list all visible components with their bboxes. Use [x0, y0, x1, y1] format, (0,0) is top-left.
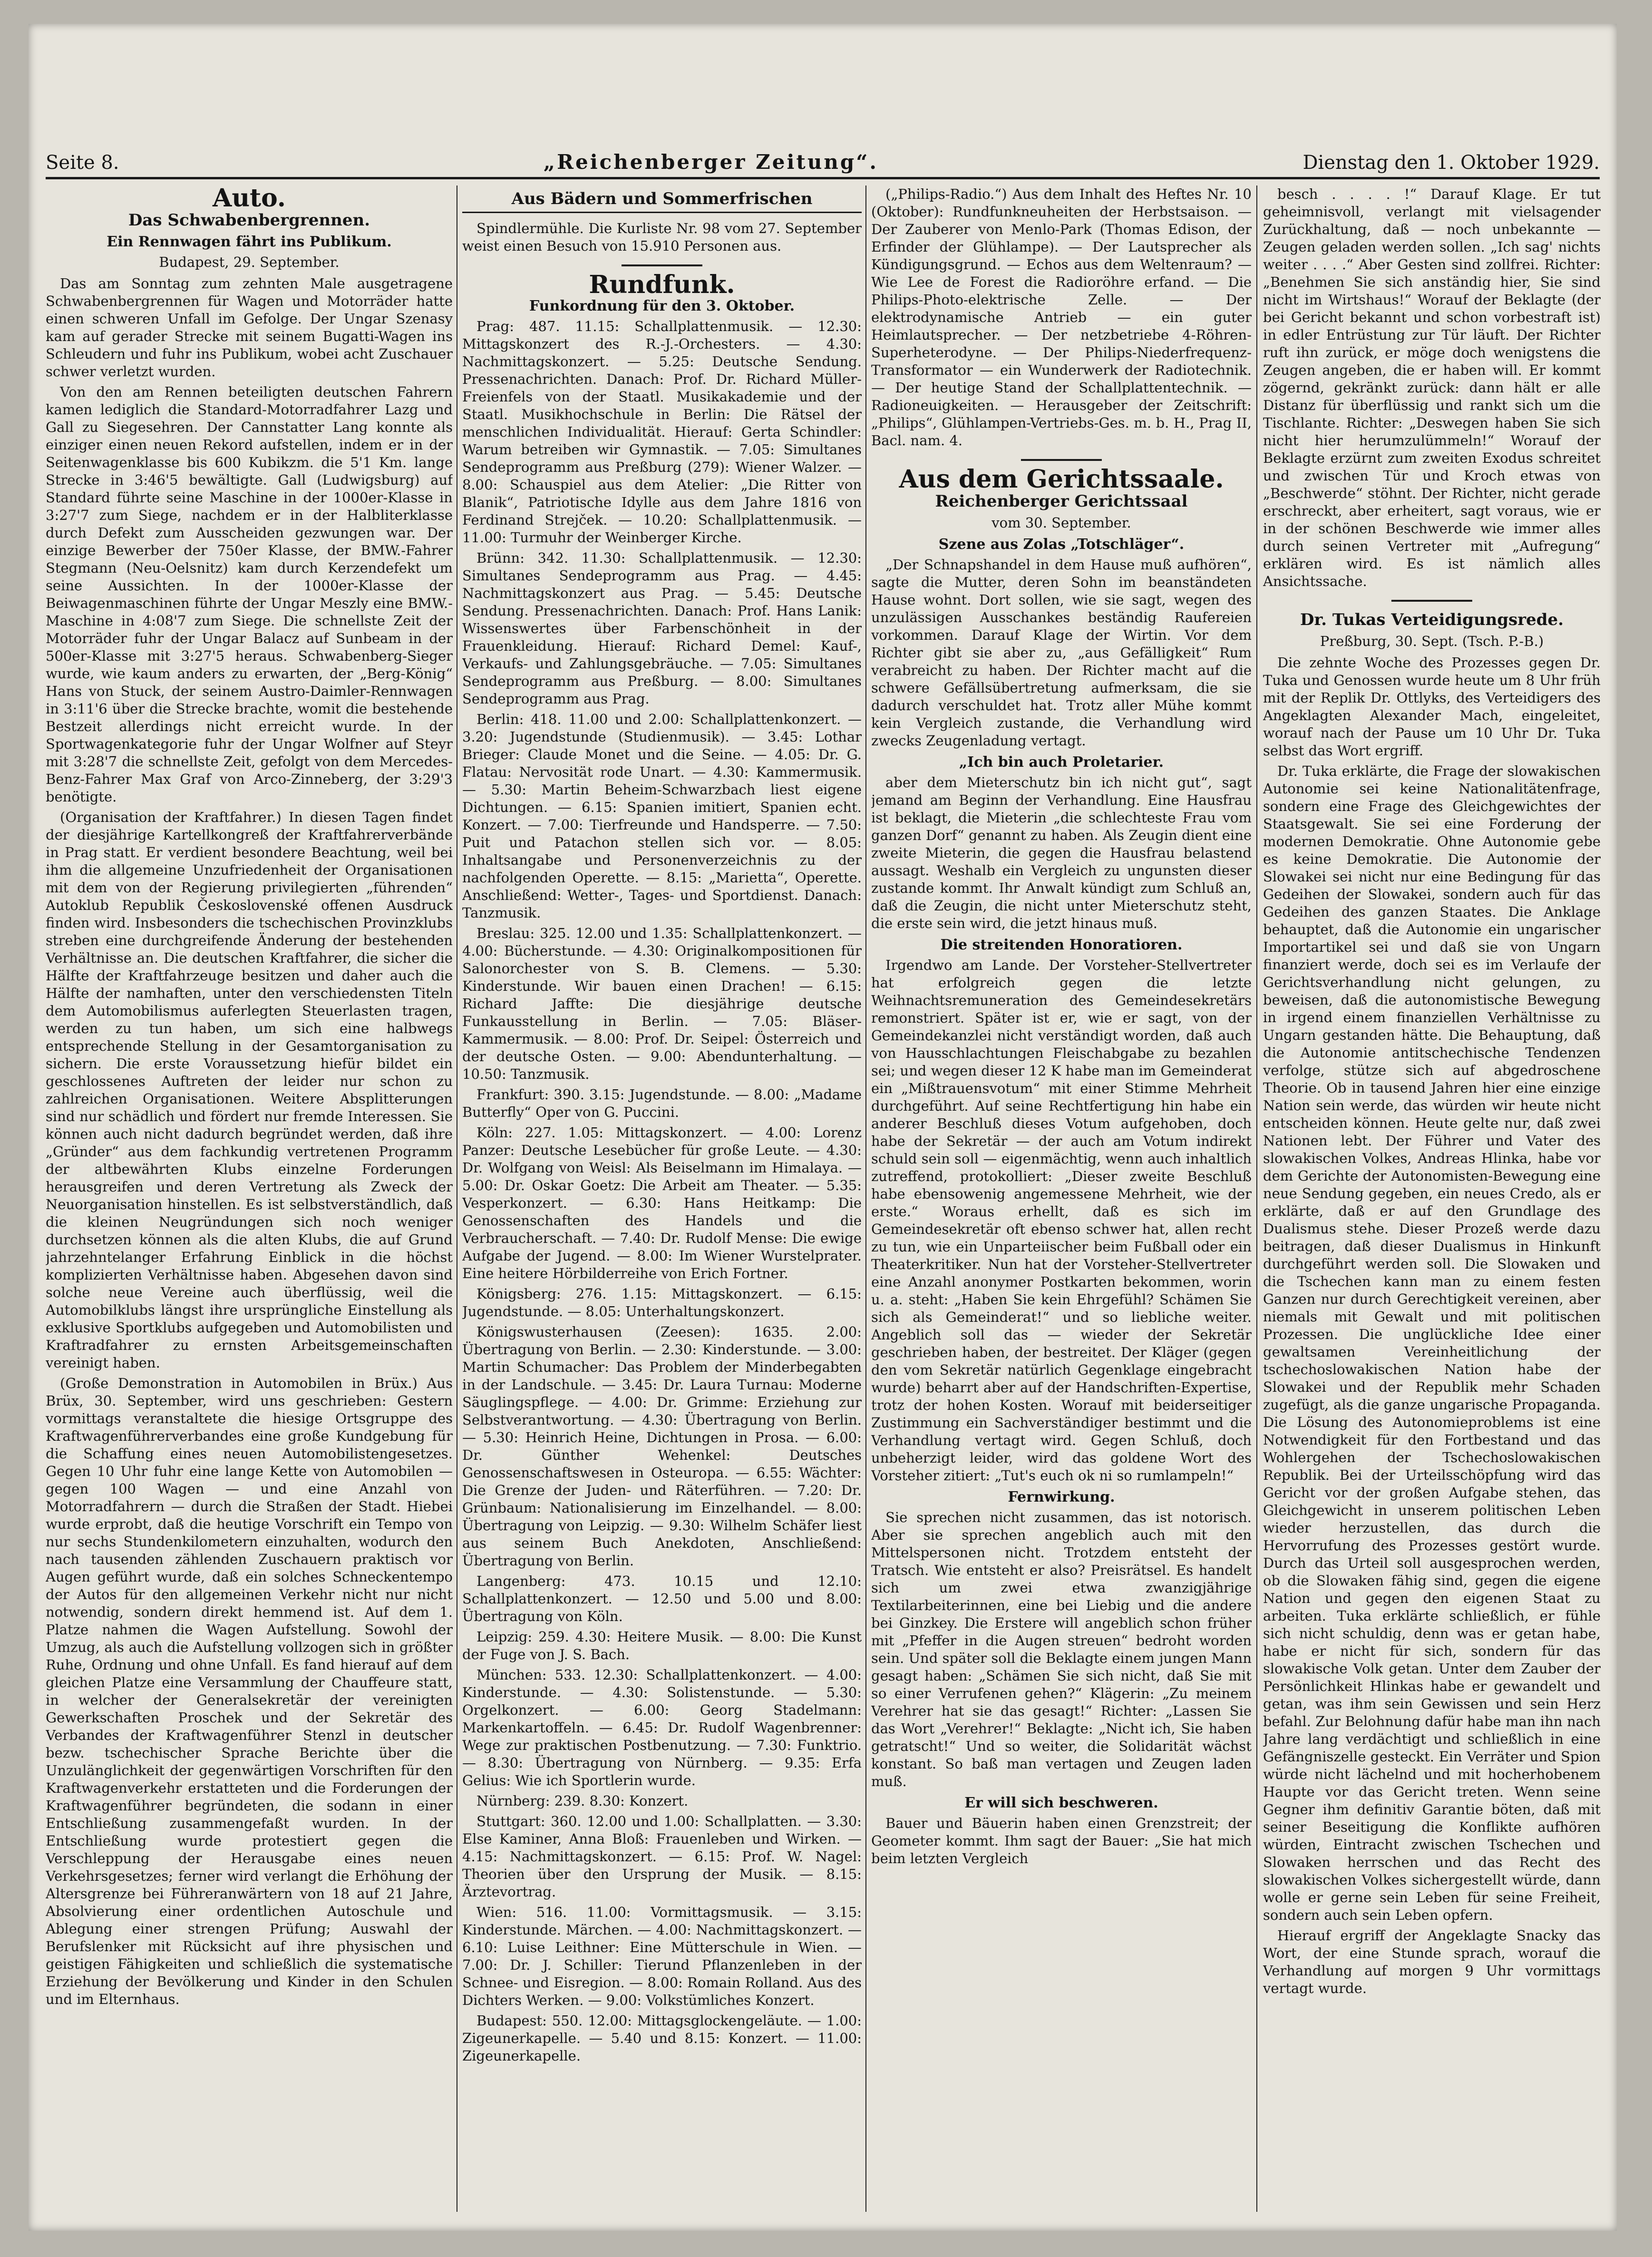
station-listing-berlin: Berlin: 418. 11.00 und 2.00: Schallplattenkonzert. — 3.20: Jugendstunde (Studienmusik). — 3.45: Lothar Brieger: Claude Monet und die Seine. — 4.05: Dr. G. Flatau: Nervosität rode Unart. — 4.30: Kammermusik. — 5.30: Martin Beheim-Schwarzbach liest eigene Dichtungen. — 6.15: Spanien imitiert, Spanien echt. Konzert. — 7.00: Tierfreunde und Handsperre. — 7.50: Puit und Patachon stellen sich vor. — 8.05: Inhaltsangabe und Personenverzeichnis zu der nachfolgenden Operette. — 8.15: „Marietta“, Operette. Anschließend: Wetter-, Tages- und Sportdienst. Danach: Tanzmusik.	[462, 711, 862, 921]
paragraph: („Philips-Radio.“) Aus dem Inhalt des Heftes Nr. 10 (Oktober): Rundfunkneuheiten der Herbstsaison. — Der Zauberer von Menlo-Park (Thomas Edison, der Erfinder der Glühlampe). — Der Lautsprecher als Kündigungsgrund. — Echos aus dem Weltenraum? — Wie Lee de Forest die Radioröhre erfand. — Die Philips-Photo-elektrische Zelle. — Der elektrodynamische Antrieb — ein guter Heimlautsprecher. — Der netzbetriebe 4-Röhren-Superheterodyne. — Der Philips-Niederfrequenz-Transformator — ein Wunderwerk der Radiotechnik. — Der heutige Stand der Schallplattentechnik. — Radioneuigkeiten. — Herausgeber der Zeitschrift: „Philips“, Glühlampen-Vertriebs-Ges. m. b. H., Prag II, Bacl. nam. 4.	[871, 186, 1252, 449]
dateline: vom 30. September.	[991, 515, 1131, 531]
case-title: Er will sich beschweren.	[964, 1795, 1158, 1811]
column-divider	[865, 186, 866, 2212]
section-title-spas: Aus Bädern und Sommerfrischen	[511, 189, 813, 208]
paragraph: (Organisation der Kraftfahrer.) In diesen Tagen findet der diesjährige Kartellkongreß der Kraftfahrerverbände in Prag statt. Er verdient besondere Beachtung, weil bei ihm die allgemeine Unzufriedenheit der Organisationen mit dem von der Regierung privilegierten „führenden“ Autoklub Republik Československé offenen Ausdruck finden wird. Insbesonders die tschechischen Provinzklubs streben eine durchgreifende Änderung der bestehenden Verhältnisse an. Die deutschen Kraftfahrer, die sicher die Hälfte der Kraftfahrzeuge besitzen und daher auch die Hälfte der namhaften, unter den verschiedensten Titeln dem Automobilismus auferlegten Steuerlasten tragen, werden zu tun haben, um sich eine halbwegs entsprechende Stellung in der Gesamtorganisation zu sichern. Die erste Voraussetzung hiefür bildet ein geschlossenes Auftreten der leider nur schon zu zahlreichen Organisationen. Weitere Absplitterungen sind nur schädlich und fördert nur fremde Interessen. Sie können auch nicht dadurch begründet werden, daß ihre „Gründer“ aus dem fachkundig vertretenen Programm der altbewährten Klubs einzelne Forderungen herausgreifen und deren Vertretung als Zweck der Neuorganisation hinstellen. Es ist selbstverständlich, daß die kleinen Neugründungen sich noch weniger durchsetzen können als die alten Klubs, die auf Grund jahrzehntelanger Erfahrung Einblick in die höchst komplizierten Verhältnisse haben. Abgesehen davon sind solche neue Vereine auch überflüssig, weil die Automobilklubs längst ihre ursprüngliche Einstellung als exklusive Sportklubs aufgegeben und Automobilisten und Kraftradfahrer zu ernsten Arbeitsgemeinschaften vereinigt haben.	[46, 809, 453, 1371]
paragraph: (Große Demonstration in Automobilen in Brüx.) Aus Brüx, 30. September, wird uns geschrieben: Gestern vormittags veranstaltete die hiesige Ortsgruppe des Kraftwagenführerverbandes eine große Kundgebung für die Schaffung eines neuen Automobilistengesetzes. Gegen 10 Uhr fuhr eine lange Kette von Automobilen — gegen 100 Wagen — und eine Anzahl von Motorradfahrern — durch die Straßen der Stadt. Hiebei wurde erprobt, daß die heutige Vorschrift ein Tempo von nur sechs Stundenkilometern einzuhalten, wodurch den nach tausenden zählenden Zuschauern praktisch vor Augen geführt wurde, daß ein solches Schneckentempo der Autos für den allgemeinen Verkehr nicht nur nicht notwendig, sondern direkt hemmend ist. Auf dem 1. Platze nahmen die Wagen Aufstellung. Sowohl der Umzug, als auch die Aufstellung vollzogen sich in größter Ruhe, Ordnung und ohne Unfall. Es fand hierauf auf dem gleichen Platze eine Versammlung der Chauffeure statt, in welcher der Generalsekretär der vereinigten Gewerkschaften Proschek und der Sekretär des Verbandes der Kraftwagenführer Stenzl in deutscher bezw. tschechischer Sprache Berichte über die Unzulänglichkeit der gegenwärtigen Vorschriften für den Kraftwagenverkehr erstatteten und die Forderungen der Kraftwagenführer begründeten, die sodann in einer Entschließung zusammengefaßt wurden. In der Entschließung wurde protestiert gegen die Verschleppung der Herausgabe eines neuen Verkehrsgesetzes; ferner wird verlangt die Erhöhung der Altersgrenze bei Führeranwärtern von 18 auf 21 Jahre, Absolvierung einer ordentlichen Autoschule und Ablegung einer strengen Prüfung; Auswahl der Berufslenker mit Rücksicht auf ihre physischen und geistigen Fähigkeiten und schließlich die systematische Erziehung der Bevölkerung und Kinder in den Schulen und im Elternhaus.	[46, 1375, 453, 2007]
paragraph: Bauer und Bäuerin haben einen Grenzstreit; der Geometer kommt. Ihm sagt der Bauer: „Sie hat mich beim letzten Vergleich	[871, 1815, 1252, 1866]
station-listing-frankfurt: Frankfurt: 390. 3.15: Jugendstunde. — 8.00: „Madame Butterfly“ Oper von G. Puccini.	[462, 1086, 862, 1120]
header-rule	[46, 177, 1600, 179]
paragraph: Die zehnte Woche des Prozesses gegen Dr. Tuka und Genossen wurde heute um 8 Uhr früh mit der Replik Dr. Ottlyks, des Verteidigers des Angeklagten Alexander Mach, eingeleitet, worauf nach der Pause um 10 Uhr Dr. Tuka selbst das Wort ergriff.	[1263, 655, 1601, 759]
article-headline: Das Schwabenbergrennen.	[128, 211, 370, 230]
separator-rule	[1021, 459, 1102, 461]
station-listing-langenberg: Langenberg: 473. 10.15 und 12.10: Schallplattenkonzert. — 12.50 und 5.00 und 8.00: Übertragung von Köln.	[462, 1573, 862, 1624]
paragraph: Sie sprechen nicht zusammen, das ist notorisch. Aber sie sprechen angeblich auch mit den Mittelspersonen nicht. Trotzdem entsteht der Tratsch. Wie entsteht er also? Preisrätsel. Es handelt sich um zwei etwa zwanzigjährige Textilarbeiterinnen, eine bei Liebig und die andere bei Ginzkey. Die Erstere will angeblich schon früher mit „Pfeffer in die Augen streuen“ bedroht worden sein. Und später soll die Beklagte einem jungen Mann gesagt haben: „Schämen Sie sich nicht, daß Sie mit so einer Verrufenen gehen?“ Klägerin: „Zu meinem Verehrer hat sie das gesagt!“ Richter: „Lassen Sie das Wort „Verehrer!“ Beklagte: „Nicht ich, Sie haben getratscht!“ Und so weiter, die Solidarität wächst konstant. So baß man vertagen und Zeugen laden muß.	[871, 1509, 1252, 1789]
paragraph: Dr. Tuka erklärte, die Frage der slowakischen Autonomie sei keine Nationalitätenfrage, sondern eine Frage des Gleichgewichtes der Staatsgewalt. Sie sei eine Forderung der modernen Demokratie. Ohne Autonomie gebe es keine Demokratie. Die Autonomie der Slowakei sei nicht nur eine Bedingung für das Gedeihen der Slowakei, sondern auch für das Gedeihen des ganzen Staates. Die Anklage behauptet, daß die Autonomie ein ungarischer Importartikel sei und daß sie von Ungarn finanziert werde, doch sei es im Verlaufe der Gerichtsverhandlung nicht gelungen, zu beweisen, daß die autonomistische Bewegung in irgend einem finanziellen Verhältnisse zu Ungarn gestanden hätte. Die Behauptung, daß die Autonomie antitschechische Tendenzen verfolge, stütze sich auf abgedroschene Theorie. Ob in tausend Jahren hier eine einzige Nation sein werde, das würden wir heute nicht entscheiden können. Heute gelte nur, daß zwei Nationen lebt. Der Führer und Vater des slowakischen Volkes, Andreas Hlinka, habe vor dem Gerichte der Autonomisten-Bewegung eine neue Sendung gegeben, ein neues Credo, als er erklärte, daß er auf den Grundlage des Dualismus stehe. Dieser Prozeß werde dazu beitragen, daß dieser Dualismus in Hinkunft durchgeführt werden soll. Die Slowaken und die Tschechen kann man zu einem festen Ganzen nur durch Gerechtigkeit vereinen, aber niemals mit Gewalt und mit politischen Prozessen. Die unglückliche Idee einer gewaltsamen Vereinheitlichung der tschechoslowakischen Nation habe der Slowakei und der Republik mehr Schaden zugefügt, als die ganze ungarische Propaganda. Die Lösung des Autonomieproblems ist eine Notwendigkeit für den Fortbestand und das Wohlergehen der Tschechoslowakischen Republik. Bei der Urteilsschöpfung wird das Gericht vor der großen Aufgabe stehen, das Gleichgewicht in unserem politischen Leben wieder herzustellen, das durch die Hervorrufung des Prozesses gestört wurde. Durch das Urteil soll ausgesprochen werden, ob die Slowaken fähig sind, gegen die eigene Nation und gegen den eigenen Staat zu arbeiten. Tuka erklärte schließlich, er fühle sich nicht schuldig, denn was er getan habe, habe er nicht für sich, sondern für das slowakische Volk getan. Unter dem Zauber der Persönlichkeit Hlinkas habe er gewandelt und getan, was ihm sein Gewissen und sein Herz befahl. Zur Belohnung dafür habe man ihn nach Jahre lang verdächtigt und schließlich in eine Gefängniszelle gesteckt. Ein Verräter und Spion würde nicht lächelnd und mit hocherhobenem Haupte vor das Gericht treten. Wenn seine Gegner ihm definitiv Garantie böten, daß mit seiner Beseitigung die Konflikte aufhören würden, Eintracht zwischen Tschechen und Slowaken herrschen und das Recht des slowakischen Volkes sichergestellt würde, dann wolle er gerne sein Leben für seine Freiheit, sondern auch sein Leben opfern.	[1263, 763, 1601, 1923]
station-listing-budapest: Budapest: 550. 12.00: Mittagsglockengeläute. — 1.00: Zigeunerkapelle. — 5.40 und 8.15: Konzert. — 11.00: Zigeunerkapelle.	[462, 2013, 862, 2064]
section-title-radio: Rundfunk.	[589, 270, 735, 299]
station-listing-stuttgart: Stuttgart: 360. 12.00 und 1.00: Schallplatten. — 3.30: Else Kaminer, Anna Bloß: Frauenleben und Wirken. — 4.15: Nachmittagskonzert. — 6.15: Prof. W. Nagel: Theorien über den Ursprung der Musik. — 8.15: Ärztevortrag.	[462, 1813, 862, 1900]
column-3	[871, 186, 1252, 2212]
newspaper-title: „Reichenberger Zeitung“.	[543, 150, 879, 174]
newspaper-page	[29, 24, 1617, 2231]
section-title-auto: Auto.	[212, 186, 286, 213]
column-4	[1263, 186, 1601, 2212]
case-title: Szene aus Zolas „Totschläger“.	[938, 536, 1185, 553]
section-rule	[462, 212, 862, 213]
station-listing-leipzig: Leipzig: 259. 4.30: Heitere Musik. — 8.00: Die Kunst der Fuge von J. S. Bach.	[462, 1629, 862, 1662]
column-1	[46, 186, 453, 2212]
paragraph: besch . . . . !“ Darauf Klage. Er tut geheimnisvoll, verlangt mit vielsagender Zurückhaltung, daß — noch unbekannte — Zeugen geladen werden sollen. „Ich sag' nichts weiter . . . .“ Aber Gesten sind zollfrei. Richter: „Benehmen Sie sich anständig hier, Sie sind nicht im Wirtshaus!“ Worauf der Beklagte (der bei Gericht bekannt und schon vorbestraft ist) in edler Entrüstung zur Tür läuft. Der Richter ruft ihn zurück, er möge doch wenigstens die Zeugen angeben, die er haben will. Er kommt zögernd, gekränkt zurück: dann hält er alle Distanz für überflüssig und rankt sich um die Tischlante. Richter: „Deswegen haben Sie sich nicht hier herumzulümmeln!“ Worauf der Beklagte erzürnt zum zweiten Exodus schreitet und zwischen Tür und Kroch etwas von „Beschwerde“ stöhnt. Der Richter, nicht gerade erschreckt, aber erheitert, sagt voraus, wie er in der schönen Beschwerde wie immer alles durch seinen Vertreter mit „Aufregung“ erklären wird. Es ist nämlich alles Ansichtssache.	[1263, 186, 1601, 589]
station-listing-nuernberg: Nürnberg: 239. 8.30: Konzert.	[476, 1793, 689, 1809]
paragraph: aber dem Mieterschutz bin ich nicht gut“, sagt jemand am Beginn der Verhandlung. Eine Hausfrau ist beklagt, die Mieterin „die schlechteste Frau vom ganzen Dorf“ genannt zu haben. Als Zeugin dient eine zweite Mieterin, die gegen die Hausfrau belastend aussagt. Weshalb ein Vergleich zu ungunsten dieser zustande kommt. Ihr Anwalt kündigt zum Schluß an, daß die Zeugin, die nicht unter Mieterschutz steht, die erste sein wird, die jetzt hinaus muß.	[871, 774, 1252, 931]
case-title: „Ich bin auch Proletarier.	[959, 754, 1164, 771]
paragraph: Irgendwo am Lande. Der Vorsteher-Stellvertreter hat erfolgreich gegen die letzte Weihnachtsremuneration des Gemeindesekretärs remonstriert. Später ist er, wie er sagt, von der Gemeindekanzlei nicht verständigt worden, daß auch von Hausschlachtungen Fleischabgabe zu bezahlen sei; und wegen dieser 12 K habe man im Gemeinderat ein „Mißtrauensvotum“ mit einer Stimme Mehrheit durchgeführt. Auf seine Rechtfertigung hin habe ein anderer Beschluß dieses Votum aufgehoben, doch habe der Sekretär — der auch am Votum indirekt schuld sein soll — eigenmächtig, wenn auch inhaltlich zutreffend, protokolliert: „Dieser zweite Beschluß habe ebensowenig angemessene Mehrheit, wie der erste.“ Woraus erhellt, daß es sich im Gemeindesekretär oft ebenso schwer hat, allen recht zu tun, wie ein Unparteiischer beim Fußball oder ein Theaterkritiker. Nun hat der Vorsteher-Stellvertreter eine Anzahl anonymer Postkarten bekommen, worin u. a. steht: „Haben Sie kein Ehrgefühl? Schämen Sie sich als Gemeinderat!“ und so liebliche weiter. Angeblich soll das — wieder der Sekretär geschrieben haben, der bestreitet. Der Kläger (gegen den vom Sekretär natürlich Gegenklage eingebracht wurde) beharrt aber auf der Handschriften-Expertise, trotz der hohen Kosten. Worauf mit beiderseitiger Zustimmung ein Sachverständiger bestimmt und die Verhandlung vertagt wird. Gegen Schluß, doch unbeherzigt leider, wird das goldene Wort des Vorsteher zitiert: „Tut's euch ok ni so rumlampeln!“	[871, 957, 1252, 1484]
station-listing-breslau: Breslau: 325. 12.00 und 1.35: Schallplattenkonzert. — 4.00: Bücherstunde. — 4.30: Originalkompositionen für Salonorchester von S. B. Clemens. — 5.30: Kinderstunde. Wir bauen einen Drachen! — 6.15: Richard Jaffte: Die diesjährige deutsche Funkausstellung in Berlin. — 7.05: Bläser-Kammermusik. — 8.00: Prof. Dr. Seipel: Österreich und der deutsche Osten. — 9.00: Abendunterhaltung. — 10.50: Tanzmusik.	[462, 925, 862, 1082]
case-title: Fernwirkung.	[1008, 1489, 1115, 1505]
column-divider	[1256, 186, 1257, 2212]
case-title: Die streitenden Honoratioren.	[940, 937, 1183, 953]
paragraph: Das am Sonntag zum zehnten Male ausgetragene Schwabenbergrennen für Wagen und Motorräder hatte einen schweren Unfall im Gefolge. Der Ungar Szenasy kam auf gerader Strecke mit seinem Bugatti-Wagen ins Schleudern und fuhr ins Publikum, wobei acht Zuschauer schwer verletzt wurden.	[46, 275, 453, 380]
page-header	[46, 140, 1600, 174]
article-subhead: Ein Rennwagen fährt ins Publikum.	[107, 234, 392, 250]
dateline: Budapest, 29. September.	[159, 254, 340, 270]
article-subhead: Funkordnung für den 3. Oktober.	[529, 298, 795, 314]
article-headline: Dr. Tukas Verteidigungsrede.	[1300, 610, 1564, 629]
station-listing-bruenn: Brünn: 342. 11.30: Schallplattenmusik. — 12.30: Simultanes Sendeprogramm aus Prag. — 4.45: Nachmittagskonzert aus Prag. — 5.45: Deutsche Sendung. Pressenachrichten. Danach: Prof. Hans Lanik: Wissenswertes über Farbenschönheit in der Frauenkleidung. Hierauf: Richard Demel: Kauf-, Verkaufs- und Zahlungsgebräuche. — 7.05: Simultanes Sendeprogramm aus Preßburg. — 8.00: Simultanes Sendeprogramm aus Prag.	[462, 550, 862, 707]
dateline: Preßburg, 30. Sept. (Tsch. P.-B.)	[1320, 633, 1544, 649]
section-title-court: Aus dem Gerichtssaale.	[899, 465, 1224, 494]
paragraph: Hierauf ergriff der Angeklagte Snacky das Wort, der eine Stunde sprach, worauf die Verhandlung auf morgen 9 Uhr vormittags vertagt wurde.	[1263, 1927, 1601, 1996]
article-subhead: Reichenberger Gerichtssaal	[935, 492, 1188, 511]
separator-rule	[622, 264, 702, 266]
column-2	[462, 186, 862, 2212]
issue-date: Dienstag den 1. Oktober 1929.	[1302, 152, 1600, 174]
station-listing-muenchen: München: 533. 12.30: Schallplattenkonzert. — 4.00: Kinderstunde. — 4.30: Solistenstunde. — 5.30: Orgelkonzert. — 6.00: Georg Stadelmann: Markenkartoffeln. — 6.45: Dr. Rudolf Wagenbrenner: Wege zur praktischen Postbenutzung. — 7.30: Funktrio. — 8.30: Übertragung von Nürnberg. — 9.35: Erfa Gelius: Wie ich Sportlerin wurde.	[462, 1667, 862, 1788]
paragraph: Spindlermühle. Die Kurliste Nr. 98 vom 27. September weist einen Besuch von 15.910 Personen aus.	[462, 220, 862, 254]
station-listing-wien: Wien: 516. 11.00: Vormittagsmusik. — 3.15: Kinderstunde. Märchen. — 4.00: Nachmittagskonzert. — 6.10: Luise Leithner: Eine Mütterschule in Wien. — 7.00: Dr. J. Schiller: Tierund Pflanzenleben in der Schnee- und Eisregion. — 8.00: Romain Rolland. Aus des Dichters Werken. — 9.00: Volkstümliches Konzert.	[462, 1904, 862, 2008]
paragraph: „Der Schnapshandel in dem Hause muß aufhören“, sagte die Mutter, deren Sohn im beanständeten Hause wohnt. Dort sollen, wie sie sagt, wegen des unzulässigen Ausschankes beständig Raufereien vorkommen. Darauf Klage der Wirtin. Vor dem Richter gibt sie aber zu, „aus Gefälligkeit“ Rum verabreicht zu haben. Der Richter macht auf die schwere Gefällsübertretung aufmerksam, die sie dadurch verschuldet hat. Trotz aller Mühe kommt kein Vergleich zustande, die Verhandlung wird zwecks Zeugenladung vertagt.	[871, 557, 1252, 749]
station-listing-koeln: Köln: 227. 1.05: Mittagskonzert. — 4.00: Lorenz Panzer: Deutsche Lesebücher für große Leute. — 4.30: Dr. Wolfgang von Weisl: Als Beiselmann im Himalaya. — 5.00: Dr. Oskar Goetz: Die Arbeit am Theater. — 5.35: Vesperkonzert. — 6.30: Hans Heitkamp: Die Genossenschaften des Handels und die Verbraucherschaft. — 7.40: Dr. Rudolf Mense: Die ewige Aufgabe der Jugend. — 8.00: Im Wiener Wurstelprater. Eine heitere Hörbilderreihe von Erich Fortner.	[462, 1124, 862, 1281]
station-listing-koenigsberg: Königsberg: 276. 1.15: Mittagskonzert. — 6.15: Jugendstunde. — 8.05: Unterhaltungskonzert.	[462, 1286, 862, 1319]
separator-rule	[1391, 600, 1472, 602]
station-listing-koenigswusterhausen: Königswusterhausen (Zeesen): 1635. 2.00: Übertragung von Berlin. — 2.30: Kinderstunde. — 3.00: Martin Schumacher: Das Problem der Minderbegabten in der Landschule. — 3.45: Dr. Laura Turnau: Moderne Säuglingspflege. — 4.00: Dr. Grimme: Erziehung zur Selbstverantwortung. — 4.30: Übertragung von Berlin. — 5.30: Heinrich Heine, Dichtungen in Prosa. — 6.00: Dr. Günther Wehenkel: Deutsches Genossenschaftswesen in Osteuropa. — 6.55: Wächter: Die Grenze der Juden- und Räterführen. — 7.20: Dr. Grünbaum: Nationalisierung im Einzelhandel. — 8.00: Übertragung von Leipzig. — 9.30: Wilhelm Schäfer liest aus seinem Buch Anekdoten, Anschließend: Übertragung von Berlin.	[462, 1324, 862, 1569]
page-number: Seite 8.	[46, 152, 119, 174]
station-listing-prag: Prag: 487. 11.15: Schallplattenmusik. — 12.30: Mittagskonzert des R.-J.-Orchesters. — 4.30: Nachmittagskonzert. — 5.25: Deutsche Sendung. Pressenachrichten. Danach: Prof. Dr. Richard Müller-Freienfels von der Staatl. Musikakademie und der Staatl. Musikhochschule in Berlin: Die Rätsel der menschlichen Individualität. Hierauf: Gerta Schindler: Warum betreiben wir Gymnastik. — 7.05: Simultanes Sendeprogramm aus Preßburg (279): Wiener Walzer. — 8.00: Schauspiel aus dem Atelier: „Die Ritter von Blanik“, Patriotische Idylle aus dem Jahre 1816 von Ferdinand Strejček. — 10.20: Schallplattenmusik. — 11.00: Turmuhr der Weinberger Kirche.	[462, 318, 862, 546]
paragraph: Von den am Rennen beteiligten deutschen Fahrern kamen lediglich die Standard-Motorradfahrer Lazg und Gall zu Siegesehren. Der Cannstatter Lang konnte als einziger einen neuen Rekord aufstellen, indem er in der Seitenwagenklasse bis 600 Kubikzm. die 5'1 Km. lange Strecke in 3:46'5 bewältigte. Gall (Ludwigsburg) auf Standard führte seine Maschine in der 1000er-Klasse in 3:27'7 zum Siege, nachdem er in der Halbliterklasse durch Defekt zum Ausscheiden gezwungen war. Der einzige Bewerber der 750er Klasse, der BMW.-Fahrer Stegmann (Neu-Oelsnitz) kam durch Kerzendefekt um seine Aussichten. In der 1000er-Klasse der Beiwagenmaschinen führte der Ungar Meszly eine BMW.-Maschine in 4:08'7 zum Siege. Die schnellste Zeit der Motorräder fuhr der Ungar Balacz auf Sunbeam in der 500er-Klasse mit 3:27'5 heraus. Schwabenberg-Sieger wurde, wie kaum anders zu erwarten, der „Berg-König“ Hans von Stuck, der seinem Austro-Daimler-Rennwagen in 3:11'6 über die Strecke brachte, womit die bestehende Bestzeit allerdings nicht erreicht wurde. In der Sportwagenkategorie fuhr der Ungar Wolfner auf Steyr mit 3:28'7 die schnellste Zeit, gefolgt von dem Mercedes-Benz-Fahrer Max Graf von Arco-Zinneberg, der 3:29'3 benötigte.	[46, 384, 453, 805]
